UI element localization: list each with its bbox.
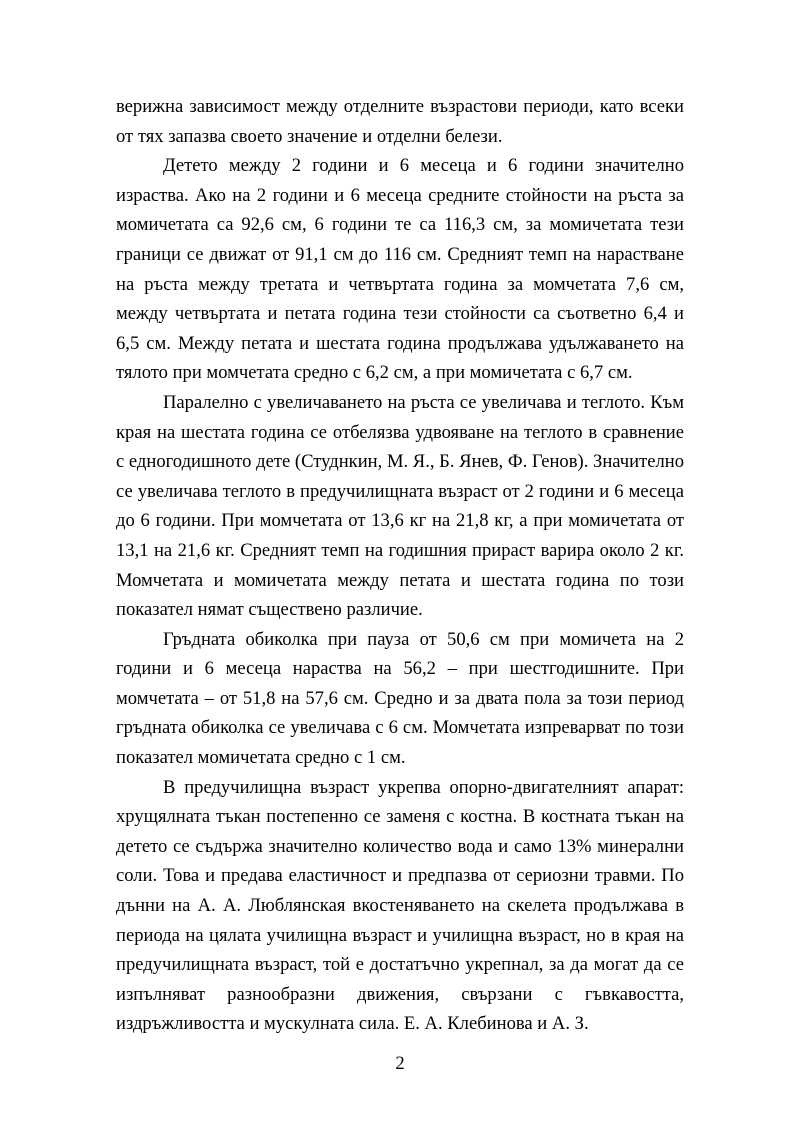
paragraph: Паралелно с увеличаването на ръста се увеличава и теглото. Към края на шестата година се отбелязва удвояване на теглото в сравнение с едногодишното дете (Студнкин, М. Я., Б. Янев, Ф. Генов). Значително се увеличава теглото в предучилищната възраст от 2 години и 6 месеца до 6 години. При момчетата от 13,6 кг на 21,8 кг, а при момичетата от 13,1 на 21,6 кг. Средният темп на годишния прираст варира около 2 кг. Момчетата и момичетата между петата и шестата година по този показател нямат съществено различие.	[116, 391, 684, 621]
paragraph: Детето между 2 години и 6 месеца и 6 години значително израства. Ако на 2 години и 6 месеца средните стойности на ръста за момичетата са 92,6 см, 6 години те са 116,3 см, за момичетата тези граници се движат от 91,1 см до 116 см. Средният темп на нарастване на ръста между третата и четвъртата година за момчетата 7,6 см, между четвъртата и петата година тези стойности са съответно 6,4 и 6,5 см. Между петата и шестата година продължава удължаването на тялото при момчетата средно с 6,2 см, а при момичетата с 6,7 см.	[116, 155, 684, 384]
paragraph: В предучилищна възраст укрепва опорно-двигателният апарат: хрущялната тъкан постепенно се заменя с костна. В костната тъкан на детето се съдържа значително количество вода и само 13% минерални соли. Това и предава еластичност и предпазва от сериозни травми. По дънни на А. А. Люблянская вкостеняването на скелета продължава в периода на цялата училищна възраст и училищна възраст, но в края на предучилищната възраст, той е достатъчно укрепнал, за да могат да се изпълняват разнообразни движения, свързани с гъвкавостта, издръжливостта и мускулната сила. Е. А. Клебинова и А. З.	[116, 776, 684, 1035]
body-text	[116, 92, 684, 1039]
page-number: 2	[395, 1053, 405, 1074]
paragraph: Гръдната обиколка при пауза от 50,6 см при момичета на 2 години и 6 месеца нараства на 56,2 – при шестгодишните. При момчетата – от 51,8 на 57,6 см. Средно и за двата пола за този период гръдната обиколка се увеличава с 6 см. Момчетата изпреварват по този показател момичетата средно с 1 см.	[116, 628, 684, 769]
paragraph: верижна зависимост между отделните възрастови периоди, като всеки от тях запазва своето значение и отделни белези.	[116, 96, 684, 147]
